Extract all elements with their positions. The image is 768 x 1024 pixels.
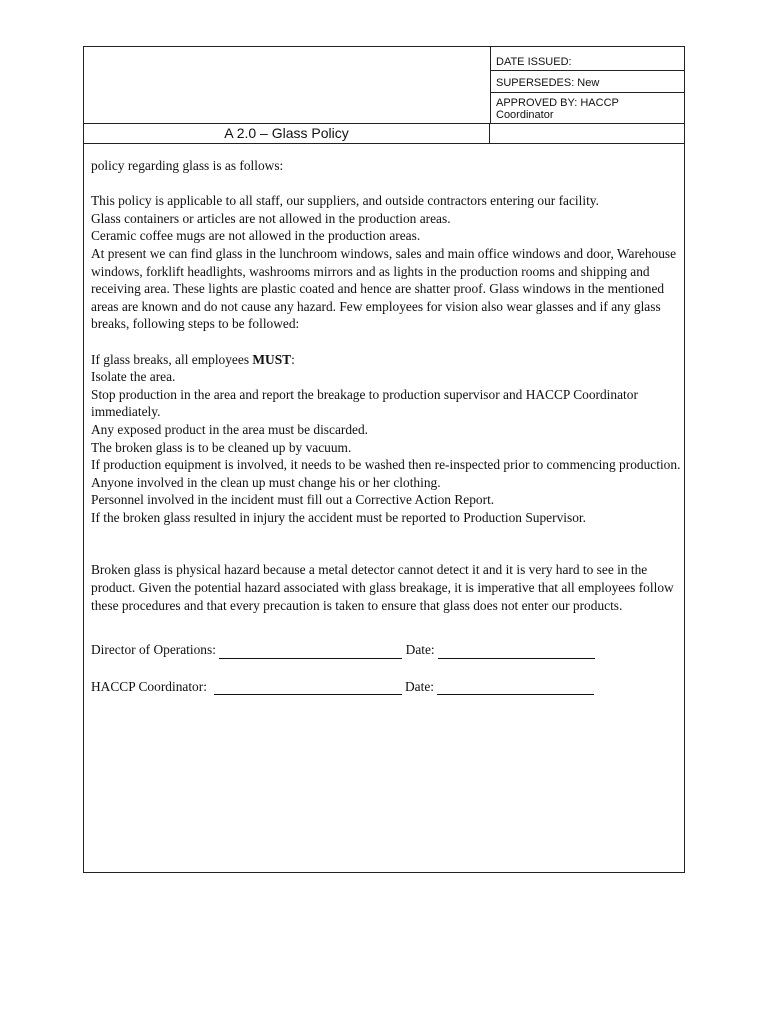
title-row [84,123,684,144]
step-item: Personnel involved in the incident must fill out a Corrective Action Report. [91,492,495,508]
policy-document-frame [83,46,685,873]
haccp-signature-line[interactable] [214,680,402,695]
step-item: Isolate the area. [91,369,176,385]
paragraph-line: At present we can find glass in the lunchroom windows, sales and main office windows and door, Warehouse windows, forklift headlights, washrooms mirrors and as lights in the production rooms and shipping and receiving area. These lights are plastic coated and hence are shatter proof. Glass windows in the mentioned areas are known and do not cause any hazard. Few employees for vision also wear glasses and if any glass breaks, following steps to be followed: [91,245,677,332]
haccp-label: HACCP Coordinator: [91,678,214,694]
must-emphasis: MUST [252,351,292,367]
must-statement: If glass breaks, all employees MUST: [91,351,295,367]
haccp-signature-row [91,678,681,696]
step-item: Anyone involved in the clean up must change his or her clothing. [91,474,441,490]
director-signature-row [91,641,681,659]
paragraph-line: This policy is applicable to all staff, our suppliers, and outside contractors entering our facility. [91,193,599,209]
intro-text: policy regarding glass is as follows: [91,158,284,173]
step-item: Any exposed product in the area must be discarded. [91,421,369,437]
step-item: Stop production in the area and report the breakage to production supervisor and HACCP Coordinator immediately. [91,386,638,420]
supersedes-field: SUPERSEDES: New [490,71,684,93]
step-item: If the broken glass resulted in injury the accident must be reported to Production Supervisor. [91,509,586,525]
closing-paragraph: Broken glass is physical hazard because a metal detector cannot detect it and it is very hard to see in the product. Given the potential hazard associated with glass breakage, it is imperative that all employees follow these procedures and that every precaution is taken to ensure that glass does not enter our products. [91,562,674,613]
date-label: Date: [401,678,438,694]
header-blank-cell [84,47,491,123]
director-signature-line[interactable] [219,644,402,659]
step-item: If production equipment is involved, it needs to be washed then re-inspected prior to commencing production. [91,457,681,473]
document-title: A 2.0 – Glass Policy [84,124,490,143]
director-label: Director of Operations: [91,642,220,658]
step-item: The broken glass is to be cleaned up by vacuum. [91,439,352,455]
paragraph-line: Glass containers or articles are not allowed in the production areas. [91,210,451,226]
date-issued-field: DATE ISSUED: [490,47,684,71]
date-label: Date: [402,642,438,658]
haccp-date-line[interactable] [437,680,594,695]
director-date-line[interactable] [438,644,595,659]
title-blank-cell [490,124,684,143]
approved-by-line2: Coordinator [496,109,554,121]
paragraph-line: Ceramic coffee mugs are not allowed in the production areas. [91,228,421,244]
approved-by-line1: APPROVED BY: HACCP [496,97,619,109]
policy-body [91,157,681,695]
approved-by-field [490,93,684,124]
